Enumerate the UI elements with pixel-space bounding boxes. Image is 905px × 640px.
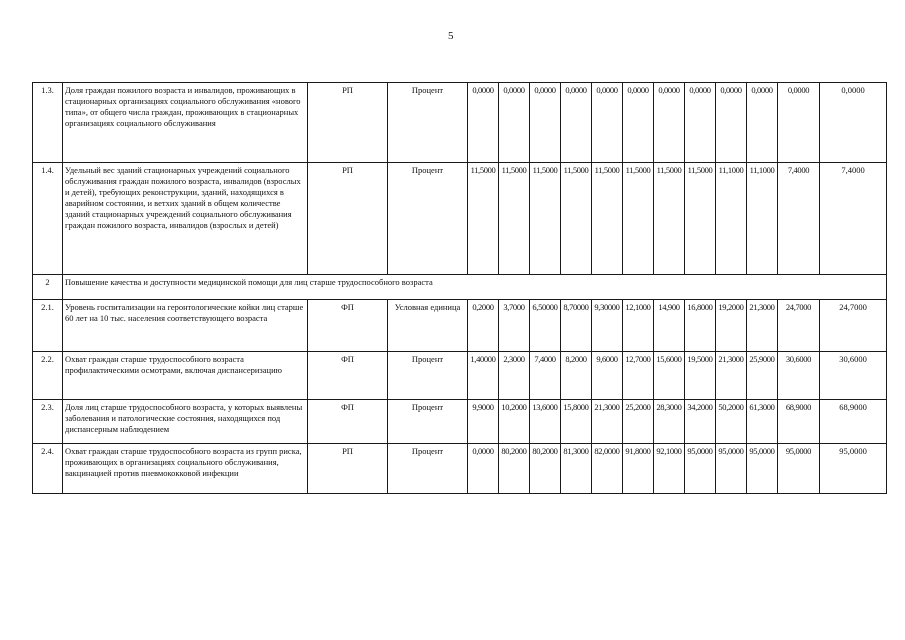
year-value-cell: 0,0000 [778,83,820,163]
target-value-cell: 95,0000 [820,444,887,494]
year-value-cell: 21,3000 [747,300,778,352]
year-value-cell: 95,0000 [685,444,716,494]
year-value-cell: 12,1000 [623,300,654,352]
target-value-cell: 0,0000 [820,83,887,163]
year-value-cell: 10,2000 [499,400,530,444]
unit-of-measure: Процент [388,163,468,275]
indicator-name: Доля граждан пожилого возраста и инвалидов, проживающих в стационарных организациях социального обслуживания «нового типа», от общего числа граждан, проживающих в стационарных организациях социального обслуживания [63,83,308,163]
row-number: 2.1. [33,300,63,352]
row-number: 2.2. [33,352,63,400]
year-value-cell: 81,3000 [561,444,592,494]
year-value-cell: 24,7000 [778,300,820,352]
indicator-name: Доля лиц старше трудоспособного возраста, у которых выявлены заболевания и патологические состояния, находящихся под диспансерным наблюдением [63,400,308,444]
year-value-cell: 15,6000 [654,352,685,400]
year-value-cell: 25,2000 [623,400,654,444]
year-value-cell: 95,0000 [716,444,747,494]
table-row [33,444,887,494]
year-value-cell: 7,4000 [530,352,561,400]
year-value-cell: 30,6000 [778,352,820,400]
year-value-cell: 0,0000 [468,444,499,494]
indicator-name: Охват граждан старше трудоспособного возраста из групп риска, проживающих в организациях социального обслуживания, вакцинацией против пневмококковой инфекции [63,444,308,494]
indicator-name: Уровень госпитализации на геронтологические койки лиц старше 60 лет на 10 тыс. населения соответствующего возраста [63,300,308,352]
row-number: 1.4. [33,163,63,275]
section-title: Повышение качества и доступности медицинской помощи для лиц старше трудоспособного возраста [63,275,887,300]
year-value-cell: 9,6000 [592,352,623,400]
year-value-cell: 61,3000 [747,400,778,444]
year-value-cell: 19,5000 [685,352,716,400]
year-value-cell: 0,0000 [685,83,716,163]
table-row [33,400,887,444]
year-value-cell: 13,6000 [530,400,561,444]
year-value-cell: 0,0000 [592,83,623,163]
year-value-cell: 34,2000 [685,400,716,444]
year-value-cell: 0,2000 [468,300,499,352]
source-code: РП [308,163,388,275]
year-value-cell: 14,900 [654,300,685,352]
target-value-cell: 7,4000 [820,163,887,275]
source-code: ФП [308,352,388,400]
table-row [33,163,887,275]
year-value-cell: 11,5000 [468,163,499,275]
year-value-cell: 80,2000 [499,444,530,494]
unit-of-measure: Процент [388,400,468,444]
year-value-cell: 19,2000 [716,300,747,352]
unit-of-measure: Процент [388,83,468,163]
source-code: ФП [308,300,388,352]
year-value-cell: 11,1000 [716,163,747,275]
year-value-cell: 0,0000 [530,83,561,163]
year-value-cell: 11,5000 [623,163,654,275]
year-value-cell: 9,9000 [468,400,499,444]
table-row [33,83,887,163]
row-number: 2.3. [33,400,63,444]
year-value-cell: 0,0000 [747,83,778,163]
year-value-cell: 0,0000 [468,83,499,163]
year-value-cell: 50,2000 [716,400,747,444]
year-value-cell: 1,40000 [468,352,499,400]
year-value-cell: 15,8000 [561,400,592,444]
year-value-cell: 16,8000 [685,300,716,352]
year-value-cell: 9,30000 [592,300,623,352]
year-value-cell: 0,0000 [499,83,530,163]
year-value-cell: 0,0000 [561,83,592,163]
section-number: 2 [33,275,63,300]
year-value-cell: 2,3000 [499,352,530,400]
year-value-cell: 92,1000 [654,444,685,494]
indicator-name: Удельный вес зданий стационарных учреждений социального обслуживания граждан пожилого возраста, инвалидов (взрослых и детей), требующих реконструкции, зданий, находящихся в аварийном состоянии, и ветхих зданий в общем количестве зданий стационарных учреждений социального обслуживания граждан пожилого возраста, инвалидов (взрослых и детей) [63,163,308,275]
year-value-cell: 7,4000 [778,163,820,275]
year-value-cell: 11,5000 [592,163,623,275]
year-value-cell: 0,0000 [654,83,685,163]
row-number: 1.3. [33,83,63,163]
page-number: 5 [448,30,454,42]
year-value-cell: 12,7000 [623,352,654,400]
year-value-cell: 82,0000 [592,444,623,494]
indicator-name: Охват граждан старше трудоспособного возраста профилактическими осмотрами, включая диспансеризацию [63,352,308,400]
target-value-cell: 68,9000 [820,400,887,444]
year-value-cell: 11,5000 [499,163,530,275]
year-value-cell: 3,7000 [499,300,530,352]
year-value-cell: 11,5000 [530,163,561,275]
year-value-cell: 11,5000 [654,163,685,275]
unit-of-measure: Процент [388,444,468,494]
year-value-cell: 21,3000 [716,352,747,400]
source-code: ФП [308,400,388,444]
year-value-cell: 0,0000 [623,83,654,163]
table-row [33,352,887,400]
year-value-cell: 8,2000 [561,352,592,400]
source-code: РП [308,83,388,163]
year-value-cell: 25,9000 [747,352,778,400]
year-value-cell: 6,50000 [530,300,561,352]
year-value-cell: 80,2000 [530,444,561,494]
year-value-cell: 8,70000 [561,300,592,352]
year-value-cell: 21,3000 [592,400,623,444]
indicators-table [32,82,887,494]
year-value-cell: 11,1000 [747,163,778,275]
year-value-cell: 28,3000 [654,400,685,444]
year-value-cell: 95,0000 [778,444,820,494]
year-value-cell: 91,8000 [623,444,654,494]
target-value-cell: 24,7000 [820,300,887,352]
target-value-cell: 30,6000 [820,352,887,400]
year-value-cell: 68,9000 [778,400,820,444]
year-value-cell: 0,0000 [716,83,747,163]
year-value-cell: 95,0000 [747,444,778,494]
unit-of-measure: Условная единица [388,300,468,352]
year-value-cell: 11,5000 [561,163,592,275]
row-number: 2.4. [33,444,63,494]
unit-of-measure: Процент [388,352,468,400]
table-row [33,300,887,352]
section-header-row [33,275,887,300]
year-value-cell: 11,5000 [685,163,716,275]
source-code: РП [308,444,388,494]
